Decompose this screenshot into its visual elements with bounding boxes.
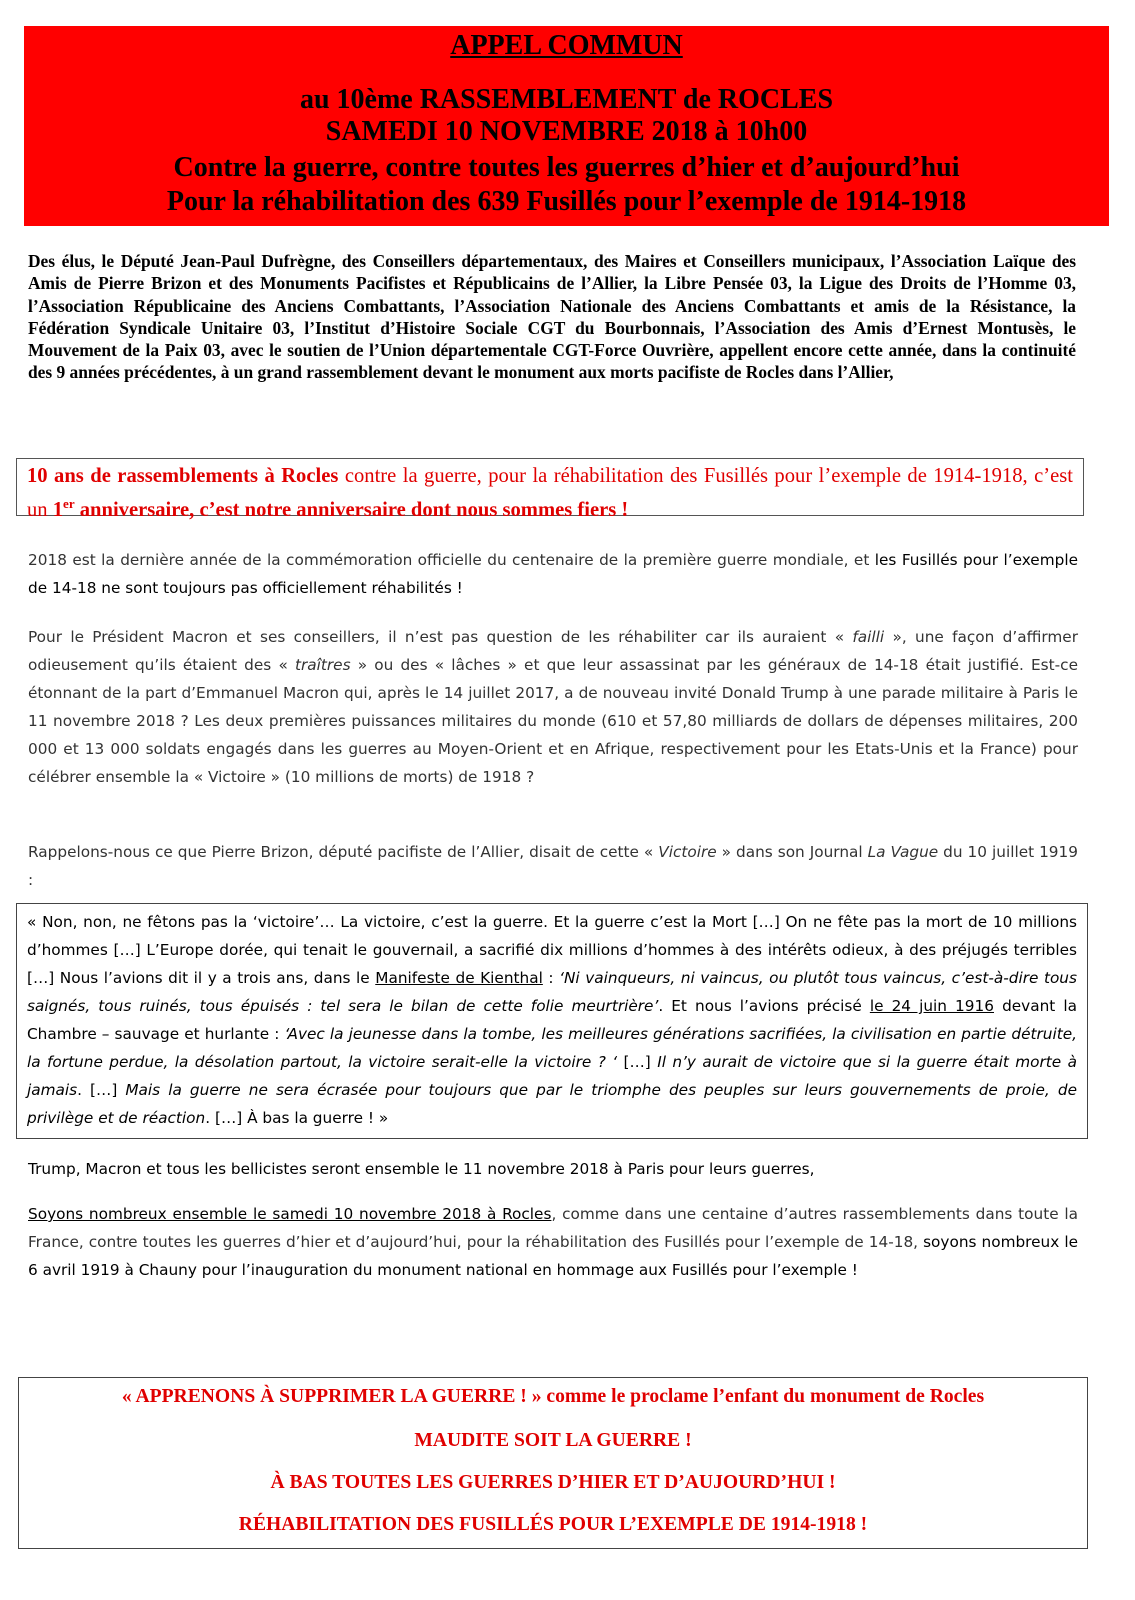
paragraph-macron-italic-1: failli (852, 628, 885, 646)
header-line-2: SAMEDI 10 NOVEMBRE 2018 à 10h00 (325, 116, 808, 147)
paragraph-trump: Trump, Macron et tous les bellicistes seront ensemble le 11 novembre 2018 à Paris pour leurs guerres, (28, 1160, 815, 1178)
quote-text-e: […] (617, 1053, 658, 1071)
paragraph-brizon (28, 838, 1078, 894)
quote-italic-2: ‘Avec la jeunesse dans la tombe, les meilleures générations sacrifiées, la civilisation en partie détruite, la fortune perdue, la désolation partout, la victoire serait-elle la victoire ? ‘ (27, 1025, 1077, 1071)
anniversary-bold-3: anniversaire, c’est notre anniversaire dont nous sommes fiers ! (74, 498, 629, 521)
slogan-line-4: RÉHABILITATION DES FUSILLÉS POUR L’EXEMPLE DE 1914-1918 ! (238, 1514, 868, 1535)
quote-italic-4: Mais la guerre ne sera écrasée pour toujours que par le triomphe des peuples sur leurs gouvernements de proie, de privilège et de réaction (27, 1081, 1077, 1127)
paragraph-call-to-action (28, 1200, 1078, 1284)
paragraph-cta-emphasis: soyons nombreux le 6 avril 1919 à Chauny pour l’inauguration du monument national en hommage aux Fusillés pour l’exemple ! (28, 1233, 1078, 1279)
quote-box (16, 903, 1088, 1139)
paragraph-macron-c: » ou des « lâches » et que leur assassinat par les généraux de 14-18 était justifié. Est-ce étonnant de la part d’Emmanuel Macron qui, après le 14 juillet 2017, a de nouveau invité Donald Trump à une parade militaire à Paris le 11 novembre 2018 ? Les deux premières puissances militaires du monde (610 et 57,80 milliards de dollars de dépenses militaires, 200 000 et 13 000 soldats engagés dans les guerres au Moyen-Orient et en Afrique, respectivement pour les Etats-Unis et la France) pour célébrer ensemble la « Victoire » (10 millions de morts) de 1918 ? (28, 656, 1078, 786)
paragraph-macron (28, 623, 1078, 791)
header-line-4: Pour la réhabilitation des 639 Fusillés pour l’exemple de 1914-1918 (166, 186, 967, 217)
paragraph-macron-a: Pour le Président Macron et ses conseillers, il n’est pas question de les réhabiliter car ils auraient « (28, 628, 853, 646)
paragraph-cta-underlined: Soyons nombreux ensemble le samedi 10 novembre 2018 à Rocles (28, 1205, 552, 1223)
paragraph-macron-b: », une façon d’affirmer odieusement qu’ils étaient des « (28, 628, 1078, 674)
quote-text-b: : (542, 969, 560, 987)
paragraph-brizon-b: » dans son Journal (716, 843, 868, 861)
paragraph-brizon-a: Rappelons-nous ce que Pierre Brizon, député pacifiste de l’Allier, disait de cette « (28, 843, 659, 861)
header-line-3: Contre la guerre, contre toutes les guerres d’hier et d’aujourd’hui (173, 152, 960, 183)
quote-link-kienthal: Manifeste de Kienthal (375, 969, 543, 987)
quote-link-date: le 24 juin 1916 (869, 997, 994, 1015)
paragraph-brizon-italic-2: La Vague (867, 843, 939, 861)
paragraph-centenary-emphasis: les Fusillés pour l’exemple de 14-18 ne sont toujours pas officiellement réhabilités ! (28, 551, 1078, 597)
quote-text-d: devant la Chambre – sauvage et hurlante : (27, 997, 1077, 1043)
paragraph-brizon-c: du 10 juillet 1919 : (28, 843, 1079, 889)
paragraph-cta-text: , comme dans une centaine d’autres rassemblements dans toute la France, contre toutes les guerres d’hier et d’aujourd’hui, pour la réhabilitation des Fusillés pour l’exemple de 14-18, (28, 1205, 1079, 1251)
quote-text-c: . Et nous l’avions précisé (658, 997, 870, 1015)
paragraph-macron-italic-2: traîtres (294, 656, 351, 674)
quote-italic-1: ‘Ni vainqueurs, ni vaincus, ou plutôt tous vaincus, c’est-à-dire tous saignés, tous ruinés, tous épuisés : tel sera le bilan de cette folie meurtrière’ (27, 969, 1077, 1015)
header-title: APPEL COMMUN (450, 30, 683, 61)
quote-text-g: . […] À bas la guerre ! » (205, 1109, 389, 1127)
anniversary-box (16, 458, 1084, 521)
slogans-box (18, 1377, 1088, 1549)
slogan-line-1: « APPRENONS À SUPPRIMER LA GUERRE ! » comme le proclame l’enfant du monument de Rocles (121, 1386, 985, 1407)
paragraph-centenary-text: 2018 est la dernière année de la commémoration officielle du centenaire de la première guerre mondiale, et (28, 551, 875, 569)
paragraph-brizon-italic-1: Victoire (658, 843, 717, 861)
header-line-1: au 10ème RASSEMBLEMENT de ROCLES (299, 84, 834, 115)
quote-italic-3: Il n’y aurait de victoire que si la guerre était morte à jamais (27, 1053, 1077, 1099)
anniversary-text-1: contre la guerre, pour la réhabilitation des Fusillés pour l’exemple de 1914-1918, c’est un (27, 465, 1073, 521)
slogan-line-2: MAUDITE SOIT LA GUERRE ! (414, 1430, 692, 1451)
quote-text-f: . […] (77, 1081, 126, 1099)
slogan-line-3: À BAS TOUTES LES GUERRES D’HIER ET D’AUJOURD’HUI ! (270, 1472, 836, 1493)
anniversary-bold-2: 1 (52, 498, 64, 521)
intro-paragraph: Des élus, le Député Jean-Paul Dufrègne, des Conseillers départementaux, des Maires et Conseillers municipaux, l’Association Laïque des Amis de Pierre Brizon et des Monuments Pacifistes et Républicains de l’Allier, la Libre Pensée 03, la Ligue des Droits de l’Homme 03, l’Association Républicaine des Anciens Combattants, l’Association Nationale des Anciens Combattants et amis de la Résistance, la Fédération Syndicale Unitaire 03, l’Institut d’Histoire Sociale CGT du Bourbonnais, l’Association des Amis d’Ernest Montusès, le Mouvement de la Paix 03, avec le soutien de l’Union départementale CGT-Force Ouvrière, appellent encore cette année, dans la continuité des 9 années précédentes, à un grand rassemblement devant le monument aux morts pacifiste de Rocles dans l’Allier, (28, 251, 1076, 383)
anniversary-bold-1: 10 ans de rassemblements à Rocles (27, 465, 339, 487)
header-banner (24, 26, 1109, 226)
paragraph-centenary (28, 546, 1078, 602)
quote-text-a: « Non, non, ne fêtons pas la ‘victoire’… La victoire, c’est la guerre. Et la guerre c’est la Mort […] On ne fête pas la mort de 10 millions d’hommes […] L’Europe dorée, qui tenait le gouvernail, a sacrifié dix millions d’hommes à des intérêts odieux, à des préjugés terribles […] Nous l’avions dit il y a trois ans, dans le (27, 913, 1077, 987)
anniversary-sup: er (63, 496, 75, 511)
